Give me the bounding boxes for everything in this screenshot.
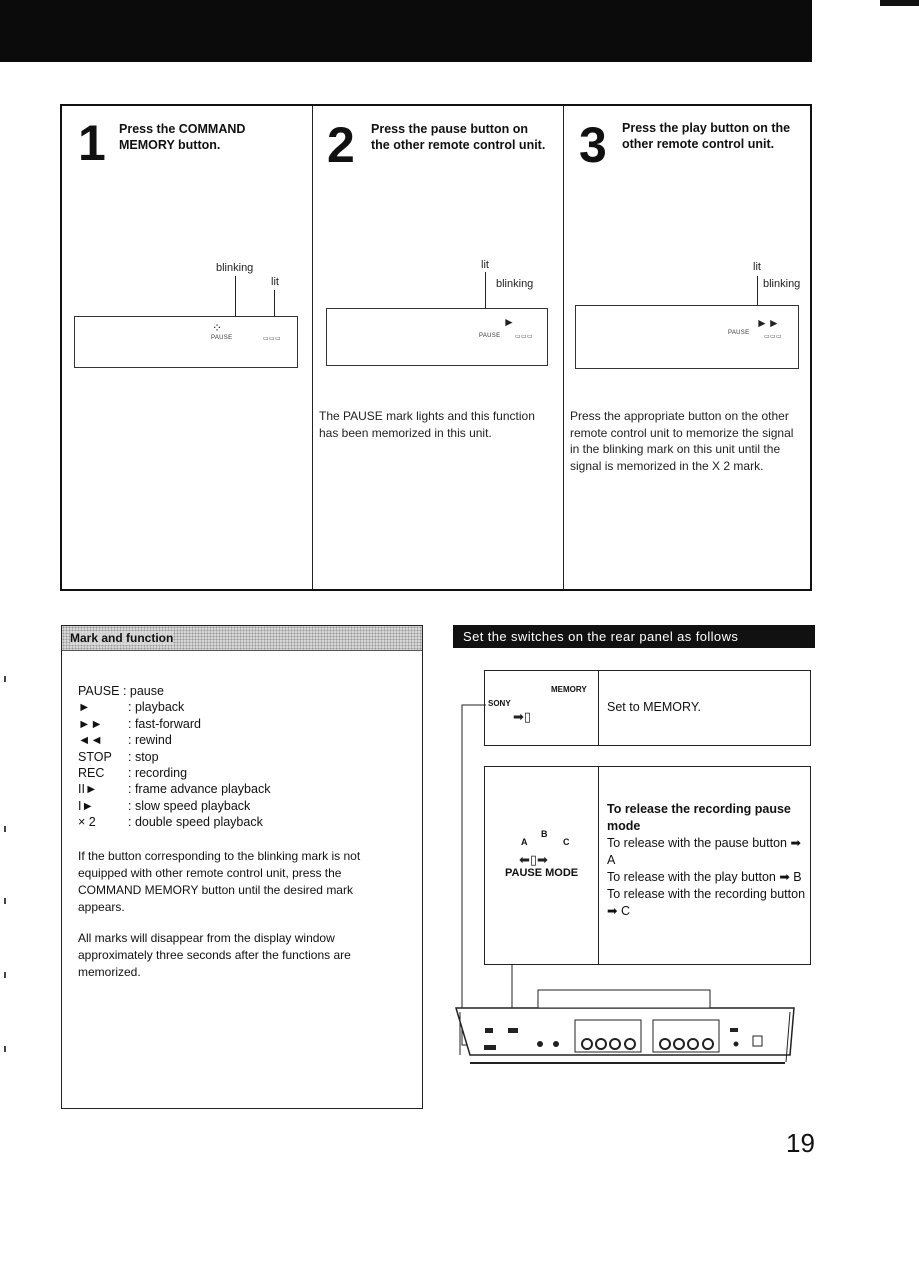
lit-label: lit <box>481 259 489 271</box>
fast-forward-icon: ►► <box>756 316 780 330</box>
step-number: 2 <box>327 117 355 173</box>
step-number: 1 <box>78 115 106 171</box>
slide-switch-icon: ➡▯ <box>513 709 532 724</box>
pointer-line <box>235 276 236 316</box>
page-number: 19 <box>786 1128 815 1158</box>
step-1 <box>62 106 312 589</box>
pause-mode-label: PAUSE MODE <box>505 867 579 879</box>
step-heading: Press the COMMAND MEMORY button. <box>119 122 246 152</box>
mark-item: ► : playback <box>78 700 185 715</box>
step-3 <box>563 106 811 589</box>
blinking-label: blinking <box>763 278 801 290</box>
position-a: A <box>521 837 528 847</box>
lit-label: lit <box>271 276 279 288</box>
blinking-label: blinking <box>216 262 254 274</box>
mark-item: × 2 : double speed playback <box>78 815 263 830</box>
display-window <box>575 305 799 369</box>
x2-mark-icon: ▭▭▭ <box>263 336 281 342</box>
mark-item: ◄◄ : rewind <box>78 733 172 748</box>
lit-label: lit <box>753 261 761 273</box>
pointer-line <box>757 276 758 308</box>
mark-item: PAUSE : pause <box>78 684 164 698</box>
x2-mark-icon: ▭▭▭ <box>764 334 782 340</box>
note-paragraph: If the button corresponding to the blinking mark is not equipped with other remote control unit, press the COMMAND MEMORY button until the desired mark appears. <box>78 849 361 914</box>
mark-item: I► : slow speed playback <box>78 798 251 813</box>
blink-rays-icon: ⁘ <box>212 321 223 335</box>
margin-mark <box>4 676 6 682</box>
x2-mark-icon: ▭▭▭ <box>515 334 533 340</box>
mark-item: STOP : stop <box>78 749 159 764</box>
step-description: Press the appropriate button on the other remote control unit to memorize the signal in the blinking mark on this unit until the signal is memorized in the X 2 mark. <box>570 409 794 473</box>
step-number: 3 <box>579 117 607 173</box>
release-line: To release with the recording button ➡ C <box>607 887 806 918</box>
rear-panel-title: Set the switches on the rear panel as follows <box>463 629 739 644</box>
step-2 <box>312 106 564 589</box>
rear-panel-title-bar <box>453 625 815 648</box>
mark-function-box <box>61 625 423 1109</box>
margin-mark <box>4 972 6 978</box>
position-b: B <box>541 829 548 839</box>
rear-panel-illustration <box>450 660 800 1080</box>
sony-label: SONY <box>488 699 511 708</box>
blinking-label: blinking <box>496 278 534 290</box>
mark-item: ►► : fast-forward <box>78 716 201 731</box>
display-window <box>74 316 298 368</box>
mark-list <box>78 683 408 831</box>
position-c: C <box>563 837 570 847</box>
note-paragraph: All marks will disappear from the display window approximately three seconds after the functions are memorized. <box>78 931 351 979</box>
pause-mark: PAUSE <box>479 333 501 339</box>
release-line: To release with the play button ➡ B <box>607 870 802 884</box>
play-blink-icon: ► <box>503 315 515 329</box>
margin-mark <box>4 898 6 904</box>
mark-function-title: Mark and function <box>70 631 174 645</box>
mark-item: II► : frame advance playback <box>78 782 271 797</box>
pause-mark: PAUSE <box>728 330 750 336</box>
mark-function-header <box>62 626 422 651</box>
step-heading: Press the pause button on the other remote control unit. <box>371 122 546 152</box>
corner-mark <box>880 0 919 6</box>
steps-panel <box>60 104 812 591</box>
release-heading: To release the recording pause mode <box>607 802 791 833</box>
memory-label: MEMORY <box>551 685 587 694</box>
pointer-line <box>274 290 275 316</box>
mark-item: REC : recording <box>78 766 188 781</box>
pause-mark: PAUSE <box>211 335 233 341</box>
slide-switch-icon: ⬅▯➡ <box>519 852 548 867</box>
step-description: The PAUSE mark lights and this function has been memorized in this unit. <box>319 409 535 440</box>
pointer-line <box>485 272 486 308</box>
step-heading: Press the play button on the other remote control unit. <box>622 121 791 151</box>
margin-mark <box>4 826 6 832</box>
margin-mark <box>4 1046 6 1052</box>
switch-instruction: Set to MEMORY. <box>607 700 702 714</box>
release-line: To release with the pause button ➡ A <box>607 836 801 867</box>
display-window <box>326 308 548 366</box>
header-bar <box>0 0 812 62</box>
